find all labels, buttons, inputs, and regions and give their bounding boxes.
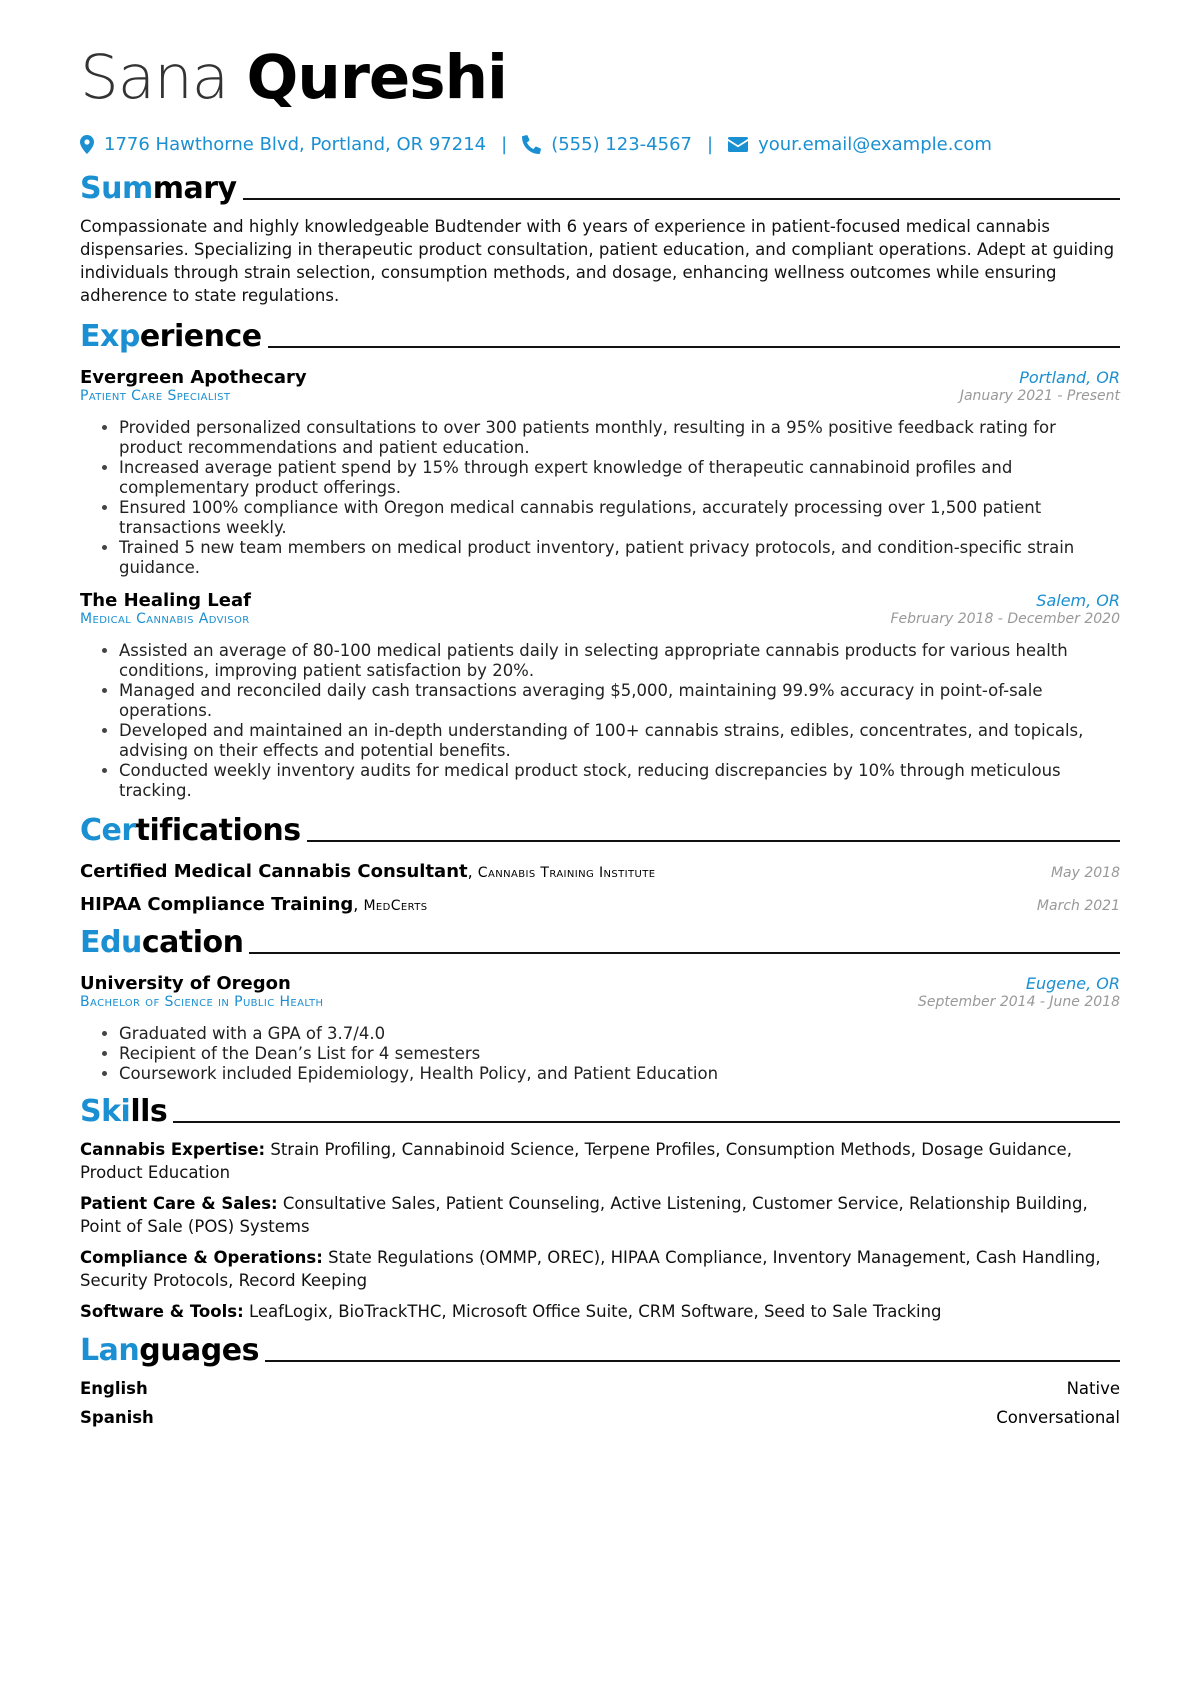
phone-icon	[522, 135, 541, 154]
summary-text: Compassionate and highly knowledgeable Budtender with 6 years of experience in patient-focused medical cannabis dispensaries. Specializing in therapeutic product consultation, patient education, and compliant operations. Adept at guiding individuals through strain selection, consumption methods, and dosage, enhancing wellness outcomes while ensuring adherence to state regulations.	[80, 217, 1115, 305]
list-item: • Assisted an average of 80-100 medical patients daily in selecting appropriate cannabis products for various health conditions, improving patient satisfaction by 20%.	[119, 641, 1120, 681]
list-item: • Developed and maintained an in-depth understanding of 100+ cannabis strains, edibles, concentrates, and topicals, advising on their effects and potential benefits.	[119, 721, 1120, 761]
map-marker-icon	[80, 135, 94, 154]
job-bullets	[80, 418, 1120, 578]
list-item: • Ensured 100% compliance with Oregon medical cannabis regulations, accurately processing over 1,500 patient transactions weekly.	[119, 498, 1120, 538]
section-title-accent: Exp	[80, 319, 140, 354]
list-item: • Managed and reconciled daily cash transactions averaging $5,000, maintaining 99.9% accuracy in point-of-sale operations.	[119, 681, 1120, 721]
employer-name: Evergreen Apothecary	[80, 367, 307, 388]
section-title-rest: erience	[139, 319, 262, 354]
section-languages-header	[80, 1329, 1120, 1369]
section-divider	[307, 840, 1120, 842]
contact-address	[80, 134, 486, 155]
section-divider	[268, 346, 1120, 348]
contact-separator: |	[501, 133, 508, 155]
list-item: • Coursework included Epidemiology, Health Policy, and Patient Education	[119, 1064, 1120, 1084]
skill-list: Consultative Sales, Patient Counseling, Active Listening, Customer Service, Relationship Building, Point of Sale (POS) Systems	[80, 1194, 1088, 1236]
contact-email[interactable]	[728, 134, 992, 155]
address-text: 1776 Hawthorne Blvd, Portland, OR 97214	[104, 133, 487, 155]
section-education-header	[80, 921, 1120, 961]
job-location: Salem, OR	[1036, 591, 1120, 610]
phone-text: (555) 123-4567	[551, 133, 692, 155]
certification-item: Certified Medical Cannabis Consultant, Cannabis Training Institute May 2018	[80, 861, 1120, 882]
job-location: Portland, OR	[1019, 368, 1120, 387]
experience-entry	[80, 590, 1120, 801]
certification-issuer: Cannabis Training Institute	[477, 865, 656, 881]
employer-name: The Healing Leaf	[80, 590, 251, 611]
experience-entry	[80, 367, 1120, 578]
section-divider	[173, 1121, 1120, 1123]
certification-issuer: MedCerts	[363, 898, 428, 914]
education-dates: September 2014 - June 2018	[918, 994, 1120, 1010]
skill-category: Compliance & Operations:	[80, 1248, 323, 1267]
contact-separator: |	[706, 133, 714, 155]
job-title: Medical Cannabis Advisor	[80, 611, 250, 627]
job-dates: February 2018 - December 2020	[890, 611, 1120, 627]
language-name: Spanish	[80, 1408, 154, 1427]
skill-list: LeafLogix, BioTrackTHC, Microsoft Office Suite, CRM Software, Seed to Sale Tracking	[248, 1302, 942, 1321]
envelope-icon	[728, 137, 748, 152]
language-name: English	[80, 1379, 148, 1398]
skill-list: Strain Profiling, Cannabinoid Science, Terpene Profiles, Consumption Methods, Dosage Guidance, Product Education	[80, 1140, 1072, 1182]
education-entry	[80, 973, 1120, 1084]
email-text: your.email@example.com	[758, 133, 992, 155]
job-title: Patient Care Specialist	[80, 388, 231, 404]
list-item: • Trained 5 new team members on medical product inventory, patient privacy protocols, and condition-specific strain guidance.	[119, 538, 1120, 578]
job-bullets	[80, 641, 1120, 801]
candidate-name	[80, 38, 1120, 118]
last-name: Qureshi	[246, 42, 507, 113]
skill-category: Software & Tools:	[80, 1302, 244, 1321]
skill-list: State Regulations (OMMP, OREC), HIPAA Compliance, Inventory Management, Cash Handling, Security Protocols, Record Keeping	[80, 1248, 1101, 1290]
school-location: Eugene, OR	[1025, 974, 1120, 993]
section-title-accent: Edu	[80, 925, 142, 960]
list-item: • Graduated with a GPA of 3.7/4.0	[119, 1024, 1120, 1044]
list-item: • Conducted weekly inventory audits for medical product stock, reducing discrepancies by 10% through meticulous tracking.	[119, 761, 1120, 801]
school-name: University of Oregon	[80, 973, 291, 994]
section-summary-header	[80, 167, 1120, 207]
resume-page	[80, 0, 1120, 1427]
section-certifications-header	[80, 809, 1120, 849]
skill-row	[80, 1300, 1120, 1323]
section-title-rest: tifications	[135, 813, 301, 848]
certification-name: Certified Medical Cannabis Consultant	[80, 861, 468, 882]
section-experience-header	[80, 315, 1120, 355]
section-title-accent: Lan	[80, 1333, 140, 1368]
certification-date: May 2018	[1050, 865, 1120, 881]
degree: Bachelor of Science in Public Health	[80, 994, 324, 1010]
list-item: • Recipient of the Dean’s List for 4 semesters	[119, 1044, 1120, 1064]
language-row	[80, 1408, 1120, 1427]
section-title	[80, 171, 237, 207]
list-item: • Provided personalized consultations to over 300 patients monthly, resulting in a 95% positive feedback rating for product recommendations and patient education.	[119, 418, 1120, 458]
contact-phone[interactable]	[522, 134, 692, 155]
section-title-rest: cation	[141, 925, 244, 960]
certification-date: March 2021	[1036, 898, 1120, 914]
list-item: • Increased average patient spend by 15% through expert knowledge of therapeutic cannabinoid profiles and complementary product offerings.	[119, 458, 1120, 498]
section-title-accent: Cer	[80, 813, 136, 848]
certification-name: HIPAA Compliance Training	[80, 894, 354, 915]
skill-category: Patient Care & Sales:	[80, 1194, 278, 1213]
language-level: Conversational	[996, 1408, 1120, 1427]
section-title	[80, 1333, 259, 1369]
certification-item: HIPAA Compliance Training, MedCerts March 2021	[80, 894, 1120, 915]
section-title-accent: Sum	[80, 171, 153, 206]
skill-category: Cannabis Expertise:	[80, 1140, 266, 1159]
first-name: Sana	[80, 42, 229, 113]
section-title	[80, 813, 301, 849]
section-divider	[265, 1360, 1120, 1362]
section-title-rest: lls	[130, 1094, 168, 1129]
section-title-accent: Ski	[80, 1094, 131, 1129]
section-title	[80, 319, 262, 355]
section-title	[80, 1094, 167, 1130]
education-bullets	[80, 1024, 1120, 1084]
job-dates: January 2021 - Present	[959, 388, 1120, 404]
skill-row	[80, 1246, 1120, 1292]
section-divider	[249, 952, 1120, 954]
skill-row	[80, 1192, 1120, 1238]
language-level: Native	[1066, 1379, 1120, 1398]
section-divider	[243, 198, 1120, 200]
section-skills-header	[80, 1090, 1120, 1130]
section-title-rest: guages	[139, 1333, 259, 1368]
language-row	[80, 1379, 1120, 1398]
section-title	[80, 925, 243, 961]
skill-row	[80, 1138, 1120, 1184]
section-title-rest: mary	[152, 171, 237, 206]
contact-line	[80, 131, 1120, 157]
